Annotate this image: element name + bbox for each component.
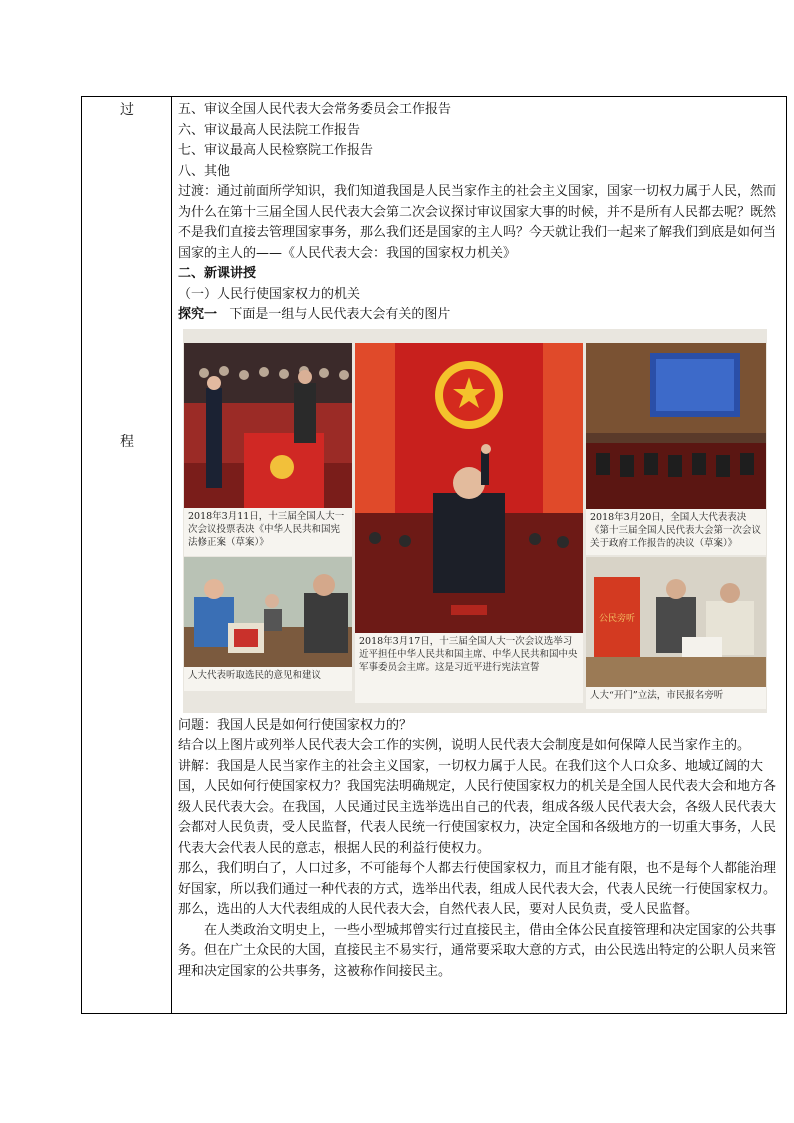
photo-deputy-listening: [184, 557, 352, 667]
explanation-paragraph: 讲解：我国是人民当家作主的社会主义国家，一切权力属于人民。在我们这个人口众多、地域辽阔的大国，人民如何行使国家权力？我国宪法明确规定，人民行使国家权力的机关是全国人民代表大会和地方各级人民代表大会。在我国，人民通过民主选举选出自己的代表，组成各级人民代表大会，各级人民代表大会都对人民负责，受人民监督，代表人民统一行使国家权力，决定全国和各级地方的一切重大事务，人民代表大会代表人民的意志，根据人民的利益行使权力。: [178, 758, 777, 856]
agenda-item-8: 八、其他: [178, 163, 231, 179]
history-paragraph: 在人类政治文明史上，一些小型城邦曾实行过直接民主，借由全体公民直接管理和决定国家的公共事务。但在广土众民的大国，直接民主不易实行，通常要采取大意的方式，由公民选出特定的公职人员来管理和决定国家的公共事务，这被称作间接民主。: [178, 922, 777, 979]
summary-paragraph: 那么，我们明白了，人口过多，不可能每个人都去行使国家权力，而且才能有限，也不是每个人都能治理好国家，所以我们通过一种代表的方式，选举出代表，组成人民代表大会，代表人民统一行使国家权力。那么，选出的人大代表组成的人民代表大会，自然代表人民，要对人民负责，受人民监督。: [178, 861, 777, 917]
photo-deputy-caption: 人大代表听取选民的意见和建议: [184, 667, 352, 691]
photo-oath-caption: 2018年3月17日，十三届全国人大一次会议选举习近平担任中华人民共和国主席、中华人民共和国中央军事委员会主席。这是习近平进行宪法宣誓: [355, 633, 583, 703]
photo-voting: [184, 343, 352, 508]
stage-label-top: 过: [120, 102, 134, 118]
lesson-table: [81, 96, 787, 1014]
photo-hall-vote: [586, 343, 766, 509]
photo-oath: [355, 343, 583, 635]
stage-column: [82, 97, 172, 1013]
photo-voting-caption: 2018年3月11日，十三届全国人大一次会议投票表决《中华人民共和国宪法修正案（草案）》: [184, 508, 352, 556]
sign-text: 公民旁听: [598, 613, 636, 624]
prompt-line: 结合以上图片或列举人民代表大会工作的实例，说明人民代表大会制度是如何保障人民当家作主的。: [178, 738, 751, 753]
photo-open-legislation: [586, 557, 766, 687]
agenda-item-6: 六、审议最高人民法院工作报告: [178, 122, 361, 138]
subsection-heading: （一）人民行使国家权力的机关: [178, 286, 361, 302]
explore-text: 下面是一组与人民代表大会有关的图片: [229, 307, 451, 322]
photo-hall-vote-caption: 2018年3月20日，全国人大代表表决《第十三届全国人民代表大会第一次会议关于政府工作报告的决议（草案）》: [586, 509, 766, 555]
section-heading: 二、新课讲授: [178, 266, 257, 281]
photo-legislation-caption: 人大“开门”立法，市民报名旁听: [586, 687, 766, 709]
agenda-item-5: 五、审议全国人民代表大会常务委员会工作报告: [178, 102, 452, 117]
question-line: 问题：我国人民是如何行使国家权力的？: [178, 717, 413, 733]
explore-line: [178, 305, 782, 326]
stage-label-bottom: 程: [120, 434, 134, 450]
agenda-item-7: 七、审议最高人民检察院工作报告: [178, 143, 374, 158]
lesson-content: [178, 100, 782, 982]
explore-label: 探究一: [178, 307, 218, 322]
npc-photo-collage: [183, 329, 767, 713]
transition-paragraph: 过渡：通过前面所学知识，我们知道我国是人民当家作主的社会主义国家，国家一切权力属于人民，然而为什么在第十三届全国人民代表大会第二次会议探讨审议国家大事的时候，并不是所有人民都去呢？既然不是我们直接去管理国家事务，那么我们还是国家的主人吗？今天就让我们一起来了解我们到底是如何当国家的主人的——《人民代表大会：我国的国家权力机关》: [178, 184, 777, 261]
